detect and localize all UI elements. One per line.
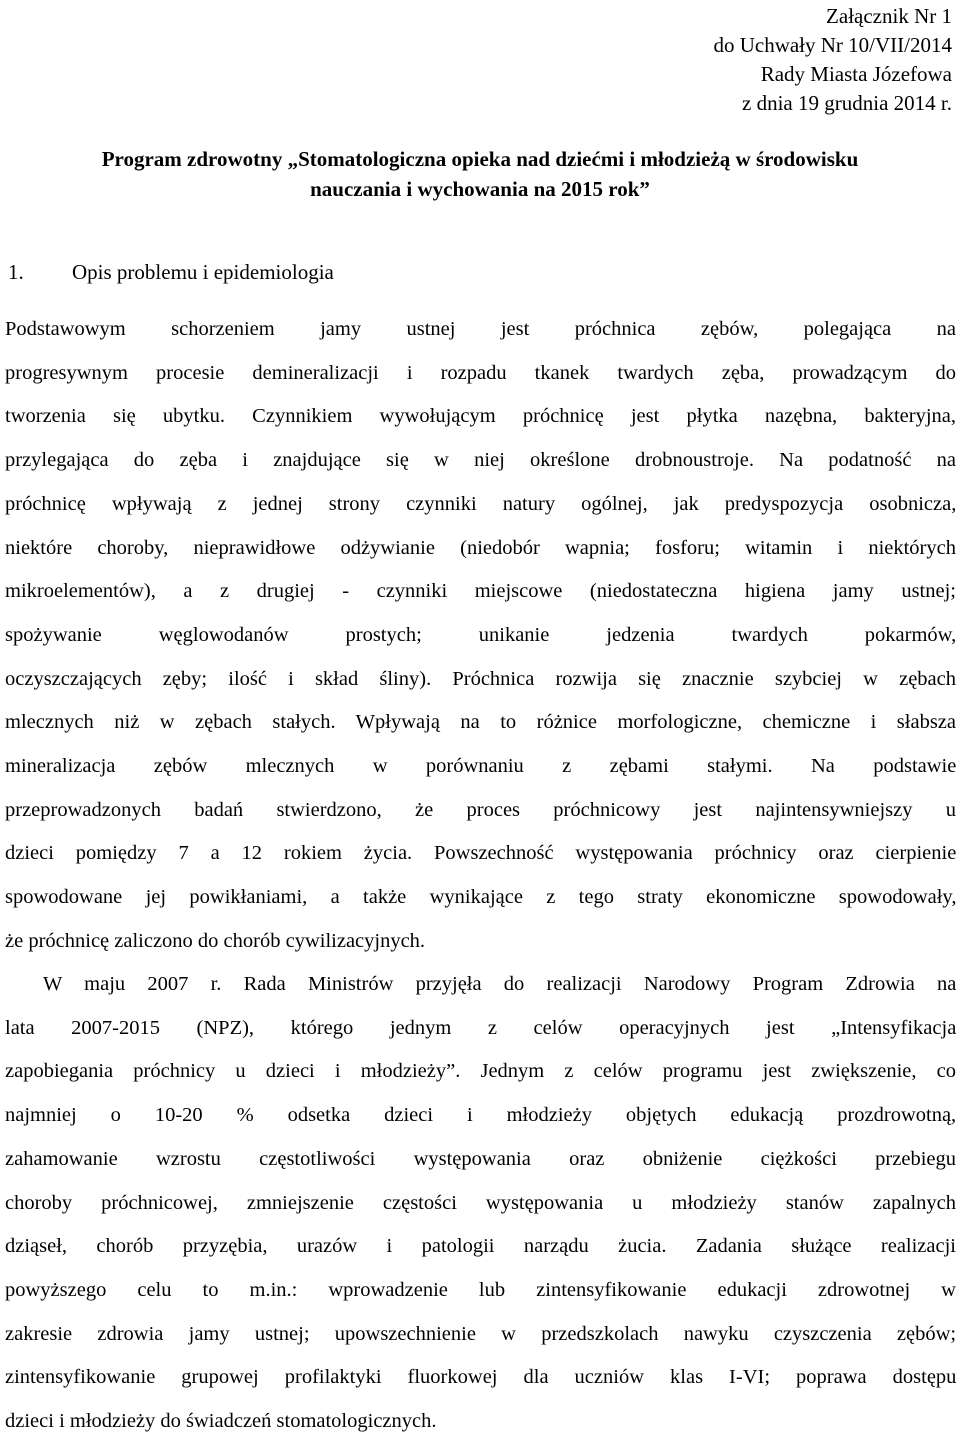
paragraph-line: tworzenia się ubytku. Czynnikiem wywołującym próchnicę jest płytka nazębna, bakteryjna,: [5, 405, 956, 428]
resolution-date: z dnia 19 grudnia 2014 r.: [742, 91, 952, 115]
paragraph-line: mlecznych niż w zębach stałych. Wpływają na to różnice morfologiczne, chemiczne i słabsza: [5, 711, 956, 734]
resolution-number: do Uchwały Nr 10/VII/2014: [713, 33, 952, 57]
paragraph-2: [5, 963, 956, 1444]
paragraph-line: spowodowane jej powikłaniami, a także wynikające z tego straty ekonomiczne spowodowały,: [5, 886, 957, 909]
paragraph-line: W maju 2007 r. Rada Ministrów przyjęła do realizacji Narodowy Program Zdrowia na: [43, 973, 957, 995]
document-title: [0, 144, 960, 204]
paragraph-1: [5, 308, 956, 964]
paragraph-line: Podstawowym schorzeniem jamy ustnej jest próchnica zębów, polegająca na: [5, 318, 956, 340]
title-line-1: Program zdrowotny „Stomatologiczna opieka nad dziećmi i młodzieżą w środowisku: [101, 147, 859, 171]
attachment-number: Załącznik Nr 1: [826, 4, 952, 28]
paragraph-line: zapobiegania próchnicy u dzieci i młodzieży”. Jednym z celów programu jest zwiększenie, co: [5, 1060, 956, 1083]
paragraph-line: dziąseł, chorób przyzębia, urazów i patologii narządu żucia. Zadania służące realizacji: [5, 1235, 956, 1258]
paragraph-line: progresywnym procesie demineralizacji i rozpadu tkanek twardych zęba, prowadzącym do: [5, 361, 956, 384]
paragraph-line: powyższego celu to m.in.: wprowadzenie lub zintensyfikowanie edukacji zdrowotnej w: [5, 1278, 956, 1301]
section-number: 1.: [8, 260, 24, 284]
title-line-2: nauczania i wychowania na 2015 rok”: [310, 177, 650, 201]
paragraph-line: spożywanie węglowodanów prostych; unikanie jedzenia twardych pokarmów,: [5, 623, 957, 646]
paragraph-line: próchnicę wpływają z jednej strony czynniki natury ogólnej, jak predyspozycja osobnicza,: [5, 492, 957, 515]
paragraph-line: zakresie zdrowia jamy ustnej; upowszechnienie w przedszkolach nawyku czyszczenia zębów;: [5, 1322, 957, 1345]
paragraph-line: że próchnicę zaliczono do chorób cywilizacyjnych.: [5, 929, 426, 952]
paragraph-line: zintensyfikowanie grupowej profilaktyki fluorkowej dla uczniów klas I-VI; poprawa dostępu: [5, 1366, 957, 1389]
paragraph-line: najmniej o 10-20 % odsetka dzieci i młodzieży objętych edukacją prozdrowotną,: [5, 1104, 957, 1127]
paragraph-line: niektóre choroby, nieprawidłowe odżywianie (niedobór wapnia; fosforu; witamin i niektórych: [5, 536, 956, 559]
paragraph-line: lata 2007-2015 (NPZ), którego jednym z celów operacyjnych jest „Intensyfikacja: [5, 1016, 957, 1039]
paragraph-line: przeprowadzonych badań stwierdzono, że proces próchnicowy jest najintensywniejszy u: [5, 798, 956, 821]
attachment-header: [713, 2, 952, 118]
paragraph-line: zahamowanie wzrostu częstotliwości występowania oraz obniżenie ciężkości przebiegu: [5, 1147, 956, 1170]
paragraph-line: oczyszczających zęby; ilość i skład śliny). Próchnica rozwija się znacznie szybciej w zębach: [5, 667, 956, 690]
paragraph-line: przylegająca do zęba i znajdujące się w niej określone drobnoustroje. Na podatność na: [5, 449, 956, 472]
paragraph-line: mikroelementów), a z drugiej - czynniki miejscowe (niedostateczna higiena jamy ustnej;: [5, 580, 956, 603]
section-heading: [8, 257, 334, 287]
section-title: Opis problemu i epidemiologia: [72, 260, 334, 284]
paragraph-line: dzieci i młodzieży do świadczeń stomatologicznych.: [5, 1410, 437, 1433]
paragraph-line: dzieci pomiędzy 7 a 12 rokiem życia. Powszechność występowania próchnicy oraz cierpienie: [5, 842, 957, 865]
paragraph-line: choroby próchnicowej, zmniejszenie częstości występowania u młodzieży stanów zapalnych: [5, 1191, 956, 1214]
paragraph-line: mineralizacja zębów mlecznych w porównaniu z zębami stałymi. Na podstawie: [5, 755, 957, 778]
council-name: Rady Miasta Józefowa: [760, 62, 952, 86]
